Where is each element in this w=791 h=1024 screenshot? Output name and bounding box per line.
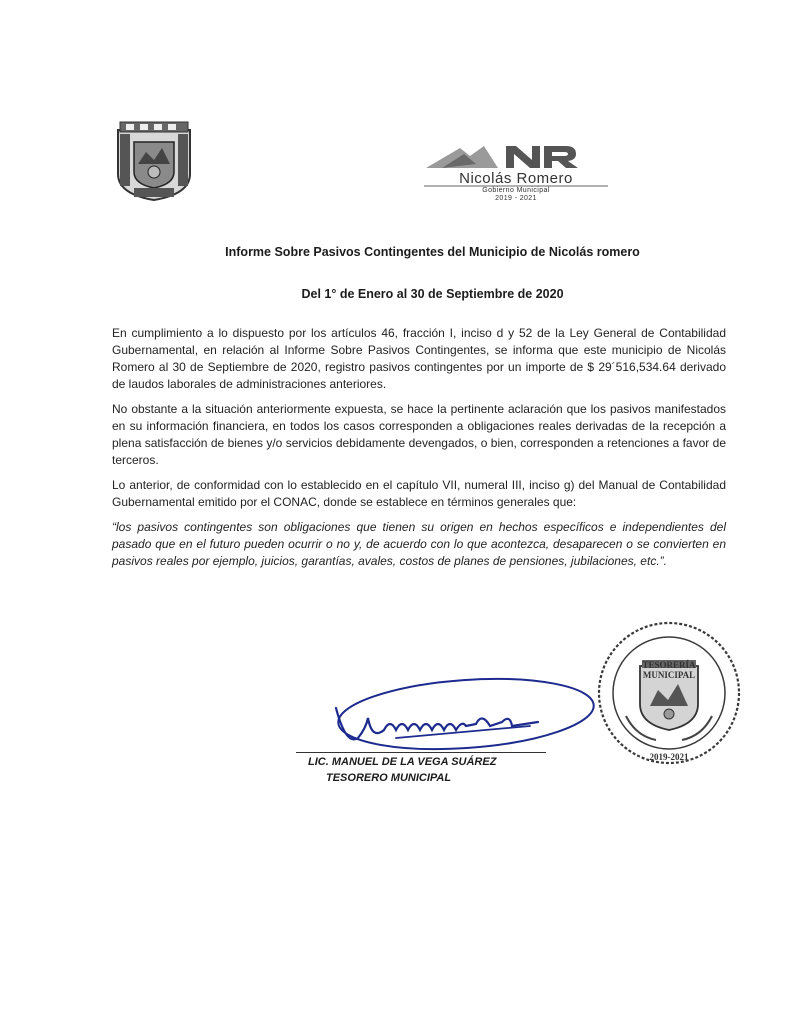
handwritten-signature-icon [306, 668, 606, 752]
document-period: Del 1° de Enero al 30 de Septiembre de 2020 [301, 287, 564, 301]
nr-logo-name: Nicolás Romero [459, 170, 573, 187]
nr-logo [420, 142, 612, 214]
seal-inner-text: TESORERÍA MUNICIPAL [642, 660, 696, 680]
paragraph-legal-basis: En cumplimiento a lo dispuesto por los artículos 46, fracción I, inciso d y 52 de la Ley General de Contabilidad Gubernamental, en relación al Informe Sobre Pasivos Contingentes, se informa que este municipio de Nicolás Romero al 30 de Septiembre de 2020, registro pasivos contingentes por un importe de $ 29´516,534.64 derivado de laudos laborales de administraciones anteriores. [112, 326, 726, 391]
document-title: Informe Sobre Pasivos Contingentes del Municipio de Nicolás romero [225, 245, 640, 259]
document-body [112, 325, 726, 578]
seal-years: 2019-2021 [649, 752, 689, 762]
nr-logo-years: 2019 - 2021 [495, 195, 537, 202]
coat-of-arms-icon [104, 118, 204, 202]
signer-title: TESORERO MUNICIPAL [326, 772, 452, 784]
paragraph-reference: Lo anterior, de conformidad con lo establecido en el capítulo VII, numeral III, inciso g) del Manual de Contabilidad Gubernamental emitido por el CONAC, donde se establece en términos generales que: [112, 478, 726, 509]
signer-name: LIC. MANUEL DE LA VEGA SUÁREZ [308, 756, 497, 768]
municipal-seal-icon [596, 620, 742, 766]
paragraph-clarification: No obstante a la situación anteriormente expuesta, se hace la pertinente aclaración que los pasivos manifestados en su información financiera, en todos los casos corresponden a obligaciones reales derivadas de la recepción a plena satisfacción de bienes y/o servicios debidamente devengados, o bien, corresponden a retenciones a favor de terceros. [112, 402, 726, 467]
paragraph-quote: “los pasivos contingentes son obligaciones que tienen su origen en hechos específicos e independientes del pasado que en el futuro pueden ocurrir o no y, de acuerdo con lo que acontezca, desaparecen o se convierten en pasivos reales por ejemplo, juicios, garantías, avales, costos de planes de pensiones, jubilaciones, etc.”. [112, 520, 726, 568]
nr-logo-subtitle: Gobierno Municipal [482, 187, 550, 194]
signature-line [296, 752, 546, 753]
